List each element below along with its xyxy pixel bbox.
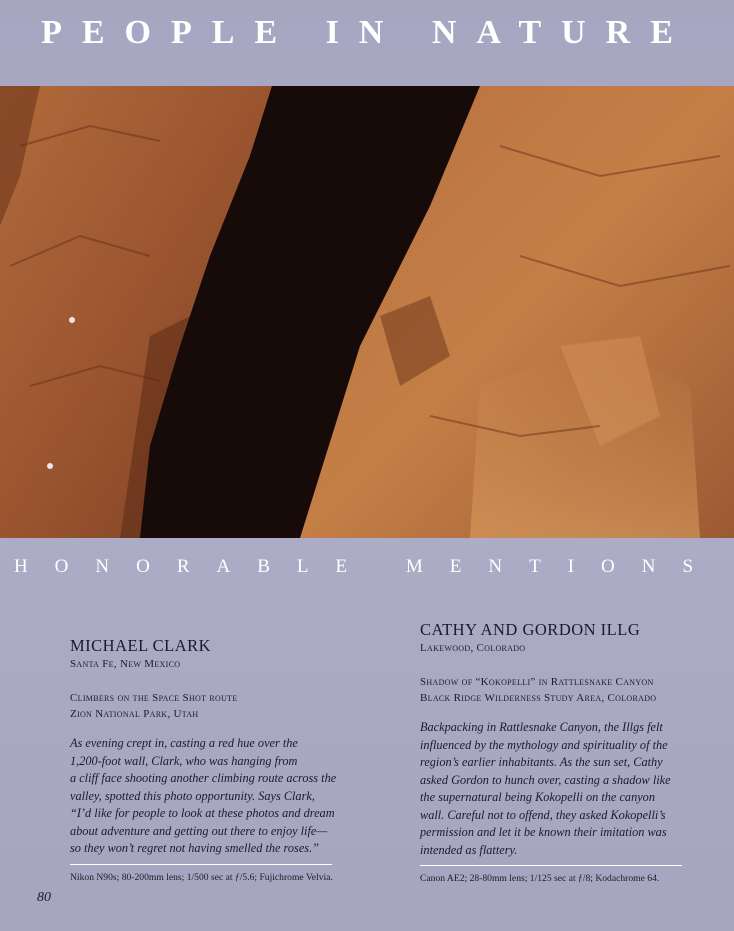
body-line: about adventure and getting out there to enjoy life— — [70, 823, 328, 838]
photo-caption — [70, 690, 332, 722]
photographer-name: CATHY AND GORDON ILLG — [420, 620, 641, 639]
body-line: “I’d like for people to look at these photos and dream — [70, 806, 335, 820]
entry-cathy-gordon-illg — [420, 620, 682, 884]
body-line: Backpacking in Rattlesnake Canyon, the Illgs felt — [420, 720, 663, 734]
section-heading: HONORABLE MENTIONS — [13, 556, 721, 577]
entry-michael-clark — [70, 636, 337, 883]
camera-details: Nikon N90s; 80-200mm lens; 1/500 sec at ƒ/5.6; Fujichrome Velvia. — [70, 871, 333, 883]
caption-line: Shadow of “Kokopelli” in Rattlesnake Canyon — [420, 676, 654, 688]
body-line: the supernatural being Kokopelli on the canyon — [420, 790, 655, 804]
canyon-climbers-photo — [0, 86, 734, 538]
body-line: influenced by the mythology and spirituality of the — [420, 737, 668, 752]
photographer-name: MICHAEL CLARK — [70, 636, 212, 655]
photographer-location: Santa Fe, New Mexico — [70, 658, 181, 670]
body-line: asked Gordon to hunch over, casting a shadow like — [420, 772, 671, 787]
camera-details: Canon AE2; 28-80mm lens; 1/125 sec at ƒ/8; Kodachrome 64. — [420, 873, 660, 884]
divider — [70, 864, 332, 865]
body-line: valley, spotted this photo opportunity. Says Clark, — [70, 788, 315, 803]
body-line: a cliff face shooting another climbing route across the — [70, 771, 337, 785]
page-number: 80 — [37, 890, 51, 905]
body-line: 1,200-foot wall, Clark, who was hanging from — [70, 753, 298, 768]
divider — [420, 865, 682, 866]
body-line: As evening crept in, casting a red hue over the — [70, 736, 298, 750]
caption-line: Black Ridge Wilderness Study Area, Colorado — [420, 692, 657, 704]
body-line: intended as flattery. — [420, 842, 518, 857]
body-line: wall. Careful not to offend, they asked Kokopelli’s — [420, 807, 666, 822]
caption-line: Climbers on the Space Shot route — [70, 692, 238, 704]
body-line: permission and let it be known their imitation was — [420, 825, 667, 839]
photo-description — [420, 719, 682, 859]
body-line: region’s earlier inhabitants. As the sun set, Cathy — [420, 755, 663, 769]
photo-caption — [420, 674, 682, 706]
body-line: so they won’t regret not having smelled the roses.” — [70, 841, 319, 855]
photographer-location: Lakewood, Colorado — [420, 642, 526, 654]
photo-description — [70, 735, 337, 858]
page-title: PEOPLE IN NATURE — [41, 14, 693, 51]
caption-line: Zion National Park, Utah — [70, 708, 199, 720]
